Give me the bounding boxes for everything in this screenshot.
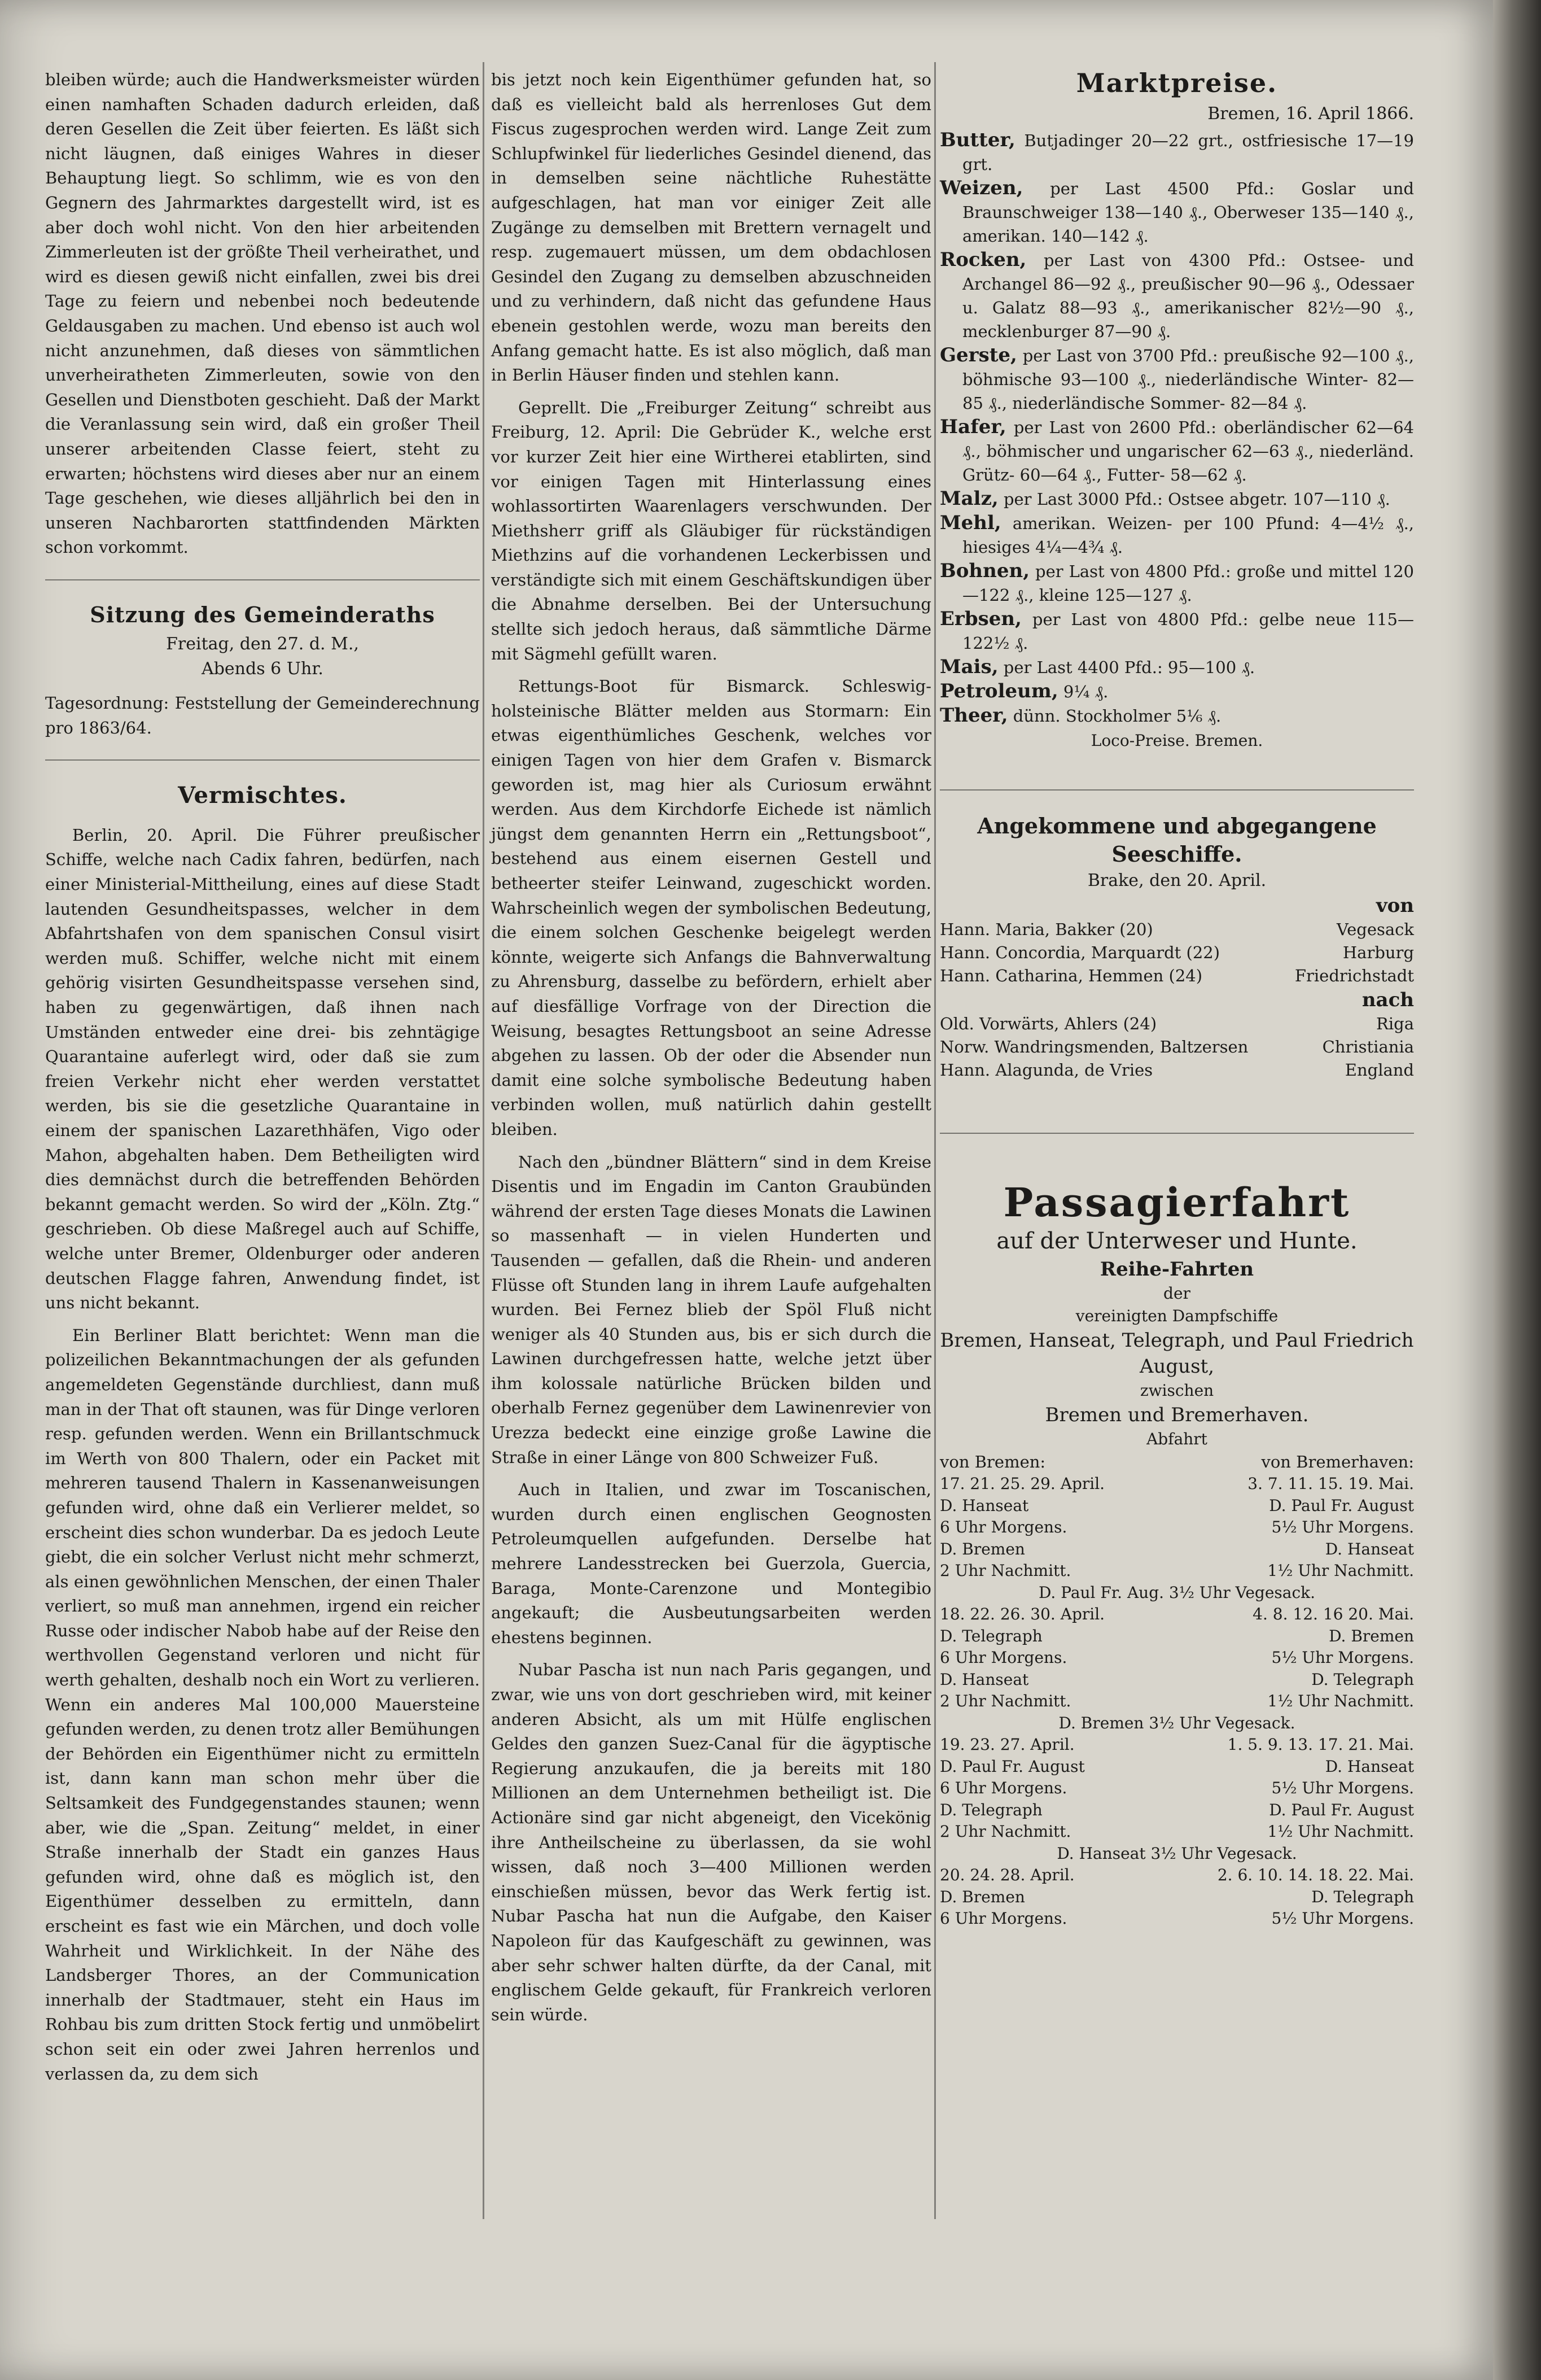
market-item-text: per Last von 2600 Pfd.: oberländischer 62—64 ₰., böhmischer und ungarischer 62—63 ₰., niederländ. Grütz- 60—64 ₰., Futter- 58—62 ₰. xyxy=(962,418,1414,484)
schedule-row xyxy=(940,1647,1414,1669)
passenger-der: der xyxy=(1163,1284,1190,1303)
schedule-row xyxy=(940,1734,1414,1756)
article-paragraph: Auch in Italien, und zwar im Toscanischen, wurden durch einen englischen Geognosten Petroleumquellen aufgefunden. Derselbe hat mehrere Landesstrecken bei Guerzola, Guercia, Baraga, Monte-Carenzone und Montegibio angekauft; die Ausbeutungsarbeiten werden ehestens beginnen. xyxy=(491,1480,931,1647)
article-paragraph: bis jetzt noch kein Eigenthümer gefunden hat, so daß es vielleicht bald als herrenloses Gut dem Fiscus zugesprochen werden wird. Lange Zeit zum Schlupfwinkel für liederliches Gesindel dienend, das in demselben seine nächtliche Ruhestätte aufgeschlagen, hat man vor einiger Zeit alle Zugänge zu demselben mit Brettern vernagelt und resp. zugemauert müssen, um dem obdachlosen Gesindel den Zugang zu demselben abzuschneiden und zu verhindern, daß nicht das gefundene Haus ebenein gestohlen werde, wozu man bereits den Anfang gemacht hatte. Es ist also möglich, daß man in Berlin Häuser finden und stehlen kann. xyxy=(491,70,931,385)
ship-row xyxy=(940,941,1414,964)
article-paragraph: Ein Berliner Blatt berichtet: Wenn man die polizeilichen Bekanntmachungen der als gefunden angemeldeten Gegenstände durchliest, dann muß man in der That oft staunen, was für Dinge verloren resp. gefunden werden. Wenn ein Brillantschmuck im Werth von 800 Thalern, oder ein Packet mit mehreren tausend Thalern in Kassenanweisungen gefunden wird, ohne daß ein Verlierer meldet, so erscheint dies schon wunderbar. Da es jedoch Leute giebt, die ein solcher Verlust nicht mehr schmerzt, als einen gewöhnlichen Menschen, der einen Thaler verliert, so muß man annehmen, irgend ein reicher Russe oder indischer Nabob habe auf der Reise den werthvollen Gegenstand verloren und nicht für werth gehalten, deshalb noch ein Wort zu verlieren. Wenn ein anderes Mal 100,000 Mauersteine gefunden werden, zu denen trotz aller Bemühungen der Behörden ein Eigenthümer nicht zu ermitteln ist, dann kann man schon mehr über die Seltsamkeit des Fundgegenstandes staunen; wenn aber, wie die „Span. Zeitung“ meldet, in einer Straße innerhalb der Stadt ein ganzes Haus gefunden wird, ohne daß es möglich ist, den Eigenthümer desselben zu ermitteln, dann erscheint es fast wie ein Märchen, und doch volle Wahrheit und Wirklichkeit. In der Nähe des Landsberger Thores, an der Communication innerhalb der Stadtmauer, steht ein Haus im Rohbau bis zum dritten Stock fertig und unmöbelirt schon seit ein oder zwei Jahren herrenlos und verlassen da, zu dem sich xyxy=(45,1325,480,2084)
misc-title: Vermischtes. xyxy=(178,781,347,809)
schedule-left: D. Hanseat 3½ Uhr Vegesack. xyxy=(1057,1844,1297,1863)
schedule-right: 1½ Uhr Nachmitt. xyxy=(1267,1822,1414,1841)
section-divider xyxy=(45,759,480,761)
schedule-right: 1. 5. 9. 13. 17. 21. Mai. xyxy=(1227,1735,1414,1754)
schedule-right: 1½ Uhr Nachmitt. xyxy=(1267,1692,1414,1710)
market-item xyxy=(940,415,1414,487)
ships-arrived-list xyxy=(940,918,1414,988)
article-paragraph: Nach den „bündner Blättern“ sind in dem Kreise Disentis und im Engadin im Canton Graubünden während der ersten Tage dieses Monats die Lawinen so massenhaft — in vielen Hunderten und Tausenden — gefallen, daß die Rhein- und anderen Flüsse oft Stunden lang in ihrem Laufe aufgehalten wurden. Bei Fernez blieb der Spöl Fluß nicht weniger als 40 Stunden aus, bis er sich durch die Lawinen durchgefressen hatte, welche jetzt über ihm kolossale natürliche Brücken bilden und oberhalb Fernez gegenüber dem Lawinenrevier von Urezza bedeckt eine einzige große Lawine die Straße in einer Länge von 800 Schweizer Fuß. xyxy=(491,1152,931,1467)
passenger-title: Passagierfahrt xyxy=(1003,1179,1351,1226)
schedule-row xyxy=(940,1908,1414,1930)
market-item xyxy=(940,655,1414,679)
schedule-right: 4. 8. 12. 16 20. Mai. xyxy=(1253,1605,1414,1623)
schedule-left: 2 Uhr Nachmitt. xyxy=(940,1561,1071,1580)
market-item xyxy=(940,679,1414,704)
market-item xyxy=(940,176,1414,248)
schedule-row xyxy=(940,1691,1414,1713)
column-middle xyxy=(491,68,931,2035)
schedule-right: 3. 7. 11. 15. 19. Mai. xyxy=(1247,1474,1414,1493)
schedule-left: 6 Uhr Morgens. xyxy=(940,1779,1067,1797)
section-divider xyxy=(940,1133,1414,1134)
schedule-left: D. Telegraph xyxy=(940,1626,1043,1645)
market-item-text: per Last 4400 Pfd.: 95—100 ₰. xyxy=(1003,658,1255,677)
market-item xyxy=(940,128,1414,176)
passenger-zwischen: zwischen xyxy=(1140,1381,1214,1400)
market-item-text: per Last von 4800 Pfd.: gelbe neue 115—122½ ₰. xyxy=(962,610,1414,653)
market-item-text: Butjadinger 20—22 grt., ostfriesische 17—19 grt. xyxy=(962,131,1414,174)
market-item-name: Butter, xyxy=(940,129,1015,151)
market-item-name: Weizen, xyxy=(940,177,1023,199)
ship-name: Hann. Alagunda, de Vries xyxy=(940,1060,1153,1080)
market-item-name: Mehl, xyxy=(940,512,1001,534)
ships-departed-list xyxy=(940,1012,1414,1082)
ships-place-date: Brake, den 20. April. xyxy=(1087,871,1267,890)
schedule-row xyxy=(940,1713,1414,1735)
ship-port: Riga xyxy=(1376,1014,1414,1033)
schedule-right: D. Hanseat xyxy=(1325,1757,1414,1776)
market-item xyxy=(940,704,1414,728)
article-continuation: bleiben würde; auch die Handwerksmeister würden einen namhaften Schaden dadurch erleiden, daß deren Gesellen die Zeit über feierten. Es läßt sich nicht läugnen, daß einiges Wahres in dieser Behauptung liegt. So schlimm, wie es von den Gegnern des Jahrmarktes dargestellt wird, ist es aber doch wohl nicht. Von den hier arbeitenden Zimmerleuten ist der größte Theil verheirathet, und wird es diesen gewiß nicht einfallen, zwei bis drei Tage zu feiern und nebenbei noch bedeutende Geldausgaben zu machen. Und ebenso ist auch wol nicht anzunehmen, daß dieses von sämmtlichen unverheiratheten Zimmerleuten, sowie von den Gesellen und Dienstboten geschieht. Daß der Markt die Veranlassung sein wird, daß ein großer Theil unserer arbeitenden Classe feiert, steht zu erwarten; höchstens wird dieses aber nur an einem Tage geschehen, wie dieses alljährlich bei den in unseren Nachbarorten stattfindenden Märkten schon vorkommt. xyxy=(45,70,480,557)
ship-name: Hann. Catharina, Hemmen (24) xyxy=(940,966,1203,985)
passenger-verein: vereinigten Dampfschiffe xyxy=(1075,1307,1279,1325)
schedule-left: 6 Uhr Morgens. xyxy=(940,1909,1067,1928)
schedule-row xyxy=(940,1821,1414,1843)
market-item-text: per Last von 3700 Pfd.: preußische 92—100 ₰., böhmische 93—100 ₰., niederländische Winter- 82—85 ₰., niederländische Sommer- 82—84 ₰. xyxy=(962,346,1414,413)
schedule-row xyxy=(940,1800,1414,1822)
ship-name: Hann. Maria, Bakker (20) xyxy=(940,920,1153,939)
schedule-left: D. Bremen 3½ Uhr Vegesack. xyxy=(1058,1713,1295,1732)
market-item xyxy=(940,511,1414,559)
column-rule xyxy=(483,62,484,2219)
book-edge xyxy=(1493,0,1541,2380)
ships-from-label: von xyxy=(1376,894,1414,917)
schedule-left: 19. 23. 27. April. xyxy=(940,1735,1075,1754)
ship-row xyxy=(940,964,1414,988)
schedule-row xyxy=(940,1756,1414,1778)
section-divider xyxy=(940,789,1414,791)
market-item-name: Mais, xyxy=(940,656,999,678)
schedule-row xyxy=(940,1886,1414,1909)
passenger-abfahrt: Abfahrt xyxy=(1146,1430,1207,1448)
schedule-right: 5½ Uhr Morgens. xyxy=(1271,1779,1414,1797)
market-item-text: per Last 3000 Pfd.: Ostsee abgetr. 107—110 ₰. xyxy=(1003,490,1390,509)
meeting-date: Freitag, den 27. d. M., xyxy=(166,634,359,654)
schedule-left: 6 Uhr Morgens. xyxy=(940,1648,1067,1667)
market-item-name: Theer, xyxy=(940,704,1008,727)
market-item-text: dünn. Stockholmer 5⅙ ₰. xyxy=(1013,706,1222,726)
schedule-table xyxy=(940,1473,1414,1930)
market-price-list xyxy=(940,128,1414,728)
schedule-row xyxy=(940,1864,1414,1886)
ship-port: Friedrichstadt xyxy=(1294,966,1414,985)
schedule-from-bremerhaven: von Bremerhaven: xyxy=(1261,1452,1414,1471)
schedule-row xyxy=(940,1626,1414,1648)
market-item-name: Bohnen, xyxy=(940,560,1030,582)
schedule-right: 5½ Uhr Morgens. xyxy=(1271,1518,1414,1536)
schedule-right: 5½ Uhr Morgens. xyxy=(1271,1909,1414,1928)
schedule-right: D. Telegraph xyxy=(1311,1670,1414,1689)
market-item-name: Rocken, xyxy=(940,248,1027,271)
schedule-right: 2. 6. 10. 14. 18. 22. Mai. xyxy=(1217,1866,1414,1884)
market-note: Loco-Preise. Bremen. xyxy=(1091,731,1263,750)
schedule-right: 1½ Uhr Nachmitt. xyxy=(1267,1561,1414,1580)
market-item-text: 9¼ ₰. xyxy=(1063,682,1109,701)
market-date: Bremen, 16. April 1866. xyxy=(1207,104,1414,124)
section-divider xyxy=(45,579,480,580)
schedule-row xyxy=(940,1669,1414,1691)
ship-port: Christiania xyxy=(1322,1037,1414,1056)
ship-name: Old. Vorwärts, Ahlers (24) xyxy=(940,1014,1157,1033)
schedule-left: 20. 24. 28. April. xyxy=(940,1866,1075,1884)
passenger-ships: Bremen, Hanseat, Telegraph, und Paul Friedrich August, xyxy=(940,1329,1414,1378)
schedule-left: D. Hanseat xyxy=(940,1496,1029,1515)
column-left xyxy=(45,68,480,2094)
ship-row xyxy=(940,1059,1414,1082)
schedule-row xyxy=(940,1495,1414,1517)
schedule-left: D. Hanseat xyxy=(940,1670,1029,1689)
schedule-row xyxy=(940,1539,1414,1561)
schedule-header xyxy=(940,1451,1414,1473)
schedule-left: D. Paul Fr. Aug. 3½ Uhr Vegesack. xyxy=(1038,1583,1316,1602)
market-item xyxy=(940,559,1414,607)
schedule-row xyxy=(940,1560,1414,1582)
market-item-name: Malz, xyxy=(940,487,999,510)
schedule-left: 2 Uhr Nachmitt. xyxy=(940,1822,1071,1841)
passenger-sub: Reihe-Fahrten xyxy=(1100,1258,1254,1281)
column-rule xyxy=(934,62,936,2219)
market-item-name: Hafer, xyxy=(940,416,1006,438)
article-paragraph: Berlin, 20. April. Die Führer preußischer Schiffe, welche nach Cadix fahren, bedürfen, nach einer Ministerial-Mittheilung, eines auf diese Stadt lautenden Gesundheitspasses, welcher in dem Abfahrtshafen von dem spanischen Consul visirt werden muß. Schiffer, welche nicht mit einem gehörig visirten Gesundheitspasse versehen sind, haben zu gegenwärtigen, daß ihnen nach Umständen entweder eine drei- bis zehntägige Quarantaine auferlegt wird, oder daß sie zum freien Verkehr nicht eher werden verstattet werden, bis sie die gesetzliche Quarantaine in einem der spanischen Lazarethhäfen, Vigo oder Mahon, abgehalten haben. Dem Betheiligten wird dies demnächst durch die betreffenden Behörden bekannt gemacht werden. So wird der „Köln. Ztg.“ geschrieben. Ob diese Maßregel auch auf Schiffe, welche unter Bremer, Oldenburger oder anderen deutschen Flagge fahren, Anwendung findet, ist uns nicht bekannt. xyxy=(45,825,480,1313)
schedule-row xyxy=(940,1778,1414,1800)
schedule-left: D. Bremen xyxy=(940,1887,1025,1906)
meeting-time: Abends 6 Uhr. xyxy=(202,658,323,679)
schedule-left: 2 Uhr Nachmitt. xyxy=(940,1692,1071,1710)
ship-name: Hann. Concordia, Marquardt (22) xyxy=(940,943,1220,962)
schedule-left: D. Paul Fr. August xyxy=(940,1757,1085,1776)
ship-port: Harburg xyxy=(1342,943,1414,962)
meeting-agenda: Tagesordnung: Feststellung der Gemeinderechnung pro 1863/64. xyxy=(45,693,480,737)
market-item xyxy=(940,248,1414,343)
schedule-left: D. Bremen xyxy=(940,1539,1025,1558)
passenger-route: auf der Unterweser und Hunte. xyxy=(996,1228,1358,1254)
market-item-text: amerikan. Weizen- per 100 Pfund: 4—4½ ₰., hiesiges 4¼—4¾ ₰. xyxy=(962,514,1415,557)
schedule-row xyxy=(940,1517,1414,1539)
schedule-row xyxy=(940,1473,1414,1495)
ships-title: Angekommene und abgegangene Seeschiffe. xyxy=(977,813,1377,867)
schedule-row xyxy=(940,1582,1414,1604)
meeting-title: Sitzung des Gemeinderaths xyxy=(90,601,435,627)
market-item-name: Gerste, xyxy=(940,344,1017,366)
market-item-text: per Last von 4300 Pfd.: Ostsee- und Archangel 86—92 ₰., preußischer 90—96 ₰., Odessaer u. Galatz 88—93 ₰., amerikanischer 82½—90 ₰., mecklenburger 87—90 ₰. xyxy=(962,251,1414,341)
column-right xyxy=(940,68,1414,1930)
ship-row xyxy=(940,918,1414,941)
schedule-left: D. Telegraph xyxy=(940,1800,1043,1819)
schedule-left: 18. 22. 26. 30. April. xyxy=(940,1605,1105,1623)
market-item-text: per Last 4500 Pfd.: Goslar und Braunschweiger 138—140 ₰., Oberweser 135—140 ₰., amerikan. 140—142 ₰. xyxy=(962,179,1414,246)
schedule-right: D. Paul Fr. August xyxy=(1269,1800,1414,1819)
ship-port: England xyxy=(1345,1060,1414,1080)
market-item-text: per Last von 4800 Pfd.: große und mittel 120—122 ₰., kleine 125—127 ₰. xyxy=(962,562,1415,605)
article-paragraph: Nubar Pascha ist nun nach Paris gegangen, und zwar, wie uns von dort geschrieben wird, mit keiner anderen Absicht, als um mit Hülfe englischen Geldes den ganzen Suez-Canal für die ägyptische Regierung anzukaufen, die ja bereits mit 180 Millionen an dem Unternehmen betheiligt ist. Die Actionäre sind gar nicht abgeneigt, den Vicekönig ihre Antheilscheine zu überlassen, da sie wohl wissen, daß noch 3—400 Millionen werden einschießen müssen, bevor das Werk fertig ist. Nubar Pascha hat nun die Aufgabe, den Kaiser Napoleon für das Kaufgeschäft zu gewinnen, was aber sehr schwer halten dürfte, da der Canal, mit englischem Gelde gekauft, für Frankreich verloren sein würde. xyxy=(491,1660,931,2024)
market-item-name: Petroleum, xyxy=(940,680,1058,702)
market-item xyxy=(940,607,1414,655)
schedule-right: D. Telegraph xyxy=(1311,1887,1414,1906)
market-item xyxy=(940,487,1414,511)
schedule-right: D. Hanseat xyxy=(1325,1539,1414,1558)
ship-row xyxy=(940,1036,1414,1059)
passenger-between: Bremen und Bremerhaven. xyxy=(1045,1404,1309,1426)
schedule-row xyxy=(940,1843,1414,1865)
ships-to-label: nach xyxy=(1361,989,1414,1011)
market-item xyxy=(940,343,1414,415)
schedule-right: 5½ Uhr Morgens. xyxy=(1271,1648,1414,1667)
schedule-right: D. Paul Fr. August xyxy=(1269,1496,1414,1515)
ship-row xyxy=(940,1012,1414,1036)
market-item-name: Erbsen, xyxy=(940,608,1022,630)
market-title: Marktpreise. xyxy=(1076,68,1278,98)
article-paragraph: Geprellt. Die „Freiburger Zeitung“ schreibt aus Freiburg, 12. April: Die Gebrüder K., welche erst vor kurzer Zeit hier eine Wirtherei etablirten, sind vor einigen Tagen mit Hinterlassung eines wohlassortirten Waarenlagers verschwunden. Der Miethsherr griff als Gläubiger für rückständigen Miethzins auf die vorhandenen Leckerbissen und verständigte sich mit einem Geschäftskundigen über die Abnahme derselben. Bei der Untersuchung stellte sich jedoch heraus, daß sämmtliche Därme mit Sägmehl gefüllt waren. xyxy=(491,398,931,663)
ship-port: Vegesack xyxy=(1336,920,1414,939)
schedule-left: 6 Uhr Morgens. xyxy=(940,1518,1067,1536)
schedule-right: D. Bremen xyxy=(1329,1626,1414,1645)
schedule-from-bremen: von Bremen: xyxy=(940,1452,1046,1471)
schedule-row xyxy=(940,1604,1414,1626)
ship-name: Norw. Wandringsmenden, Baltzersen xyxy=(940,1037,1249,1056)
schedule-left: 17. 21. 25. 29. April. xyxy=(940,1474,1105,1493)
article-paragraph: Rettungs-Boot für Bismarck. Schleswig-holsteinische Blätter melden aus Stormarn: Ein etwas eigenthümliches Geschenk, welches vor einigen Tagen von hier dem Grafen v. Bismarck geworden ist, mag hier als Curiosum erwähnt werden. Aus dem Kirchdorfe Eichede ist nämlich jüngst dem genannten Herrn ein „Rettungsboot“, bestehend aus einem eisernen Gestell und betheerter steifer Leinwand, zugeschickt worden. Wahrscheinlich wegen der symbolischen Bedeutung, die einem solchen Geschenke beigelegt werden könnte, weigerte sich Anfangs die Bahnverwaltung zu Ahrensburg, dasselbe zu befördern, erhielt aber auf diesfällige Vorfrage von der Direction die Weisung, besagtes Rettungsboot an seine Adresse abgehen zu lassen. Ob der oder die Absender nun damit eine solche symbolische Bedeutung haben verbinden wollen, muß natürlich dahin gestellt bleiben. xyxy=(491,676,931,1139)
